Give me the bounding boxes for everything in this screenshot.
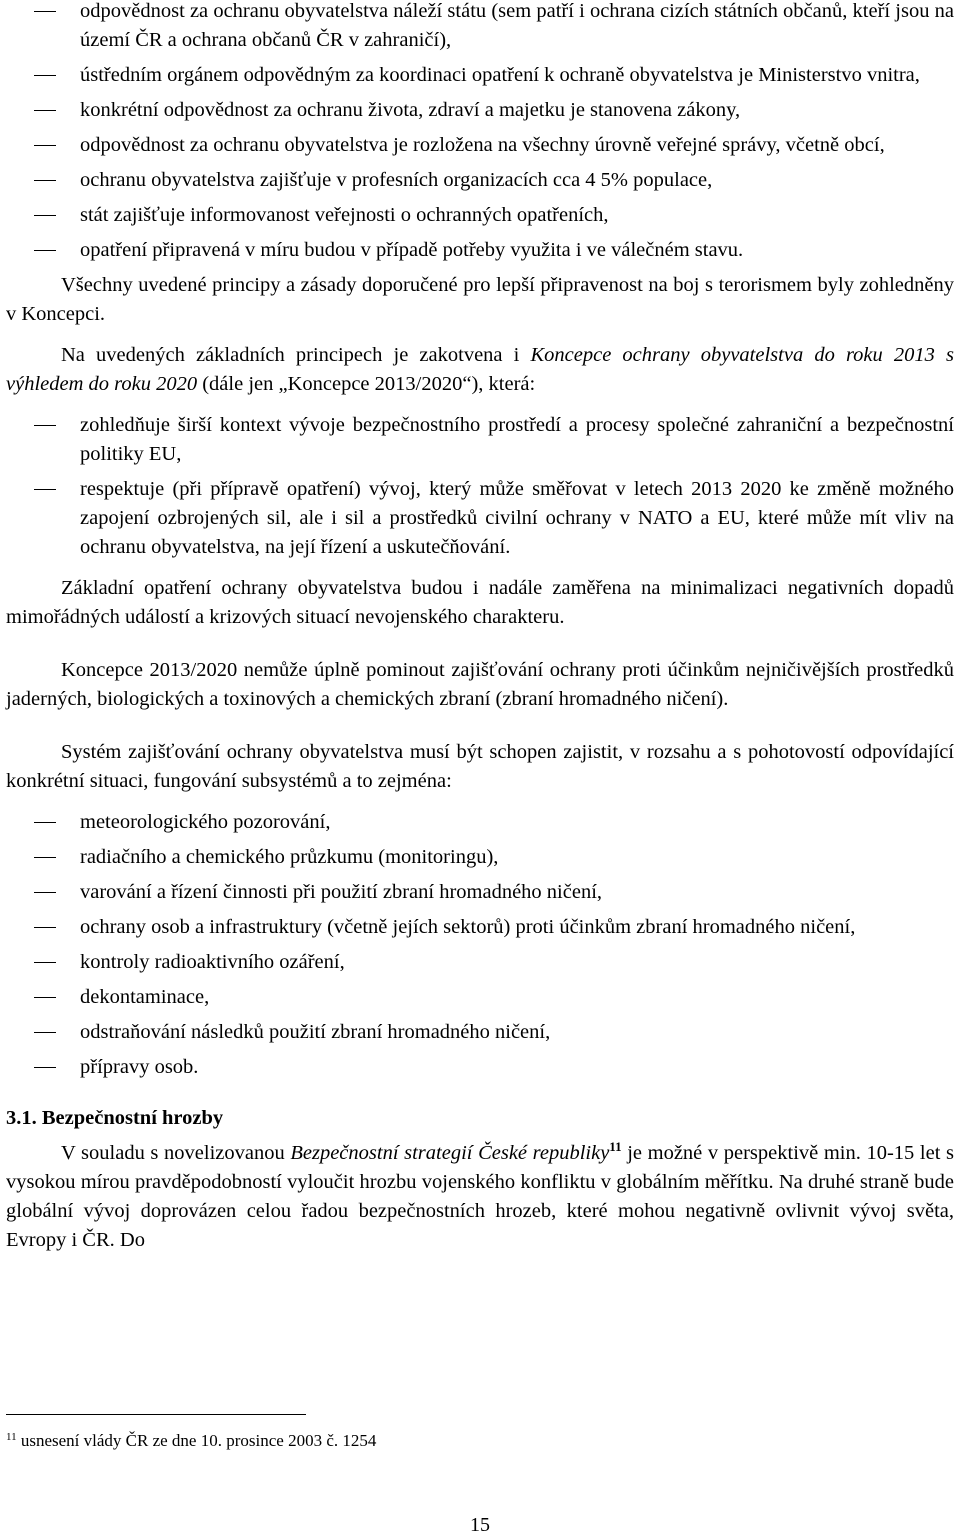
dash-bullet [34,425,56,426]
footnote-reference[interactable]: 11 [609,1139,622,1155]
list-item: konkrétní odpovědnost za ochranu života, zdraví a majetku je stanovena zákony, [6,96,954,125]
dash-bullet [34,892,56,893]
footnote [6,1430,376,1452]
list-item: kontroly radioaktivního ozáření, [6,948,954,977]
dash-bullet [34,11,56,12]
section-heading: 3.1. Bezpečnostní hrozby [6,1107,224,1129]
list-item: odstraňování následků použití zbraní hromadného ničení, [6,1018,954,1047]
dash-bullet [34,180,56,181]
list-item: přípravy osob. [6,1053,954,1082]
paragraph-system: Systém zajišťování ochrany obyvatelstva musí být schopen zajistit, v rozsahu a s pohotovostí odpovídající konkrétní situaci, fungování subsystémů a to zejména: [6,741,954,792]
dash-bullet [34,110,56,111]
list-item: respektuje (při přípravě opatření) vývoj, který může směřovat v letech 2013 2020 ke změně možného zapojení ozbrojených sil, ale i sil a prostředků civilní ochrany v NATO a EU, které může mít vliv na ochranu obyvatelstva, na její řízení a uskutečňování. [6,475,954,562]
principles-list [6,0,954,265]
subsystems-list [6,808,954,1082]
document-page [6,0,954,1255]
list-item: radiačního a chemického průzkumu (monitoringu), [6,843,954,872]
paragraph-security-strategy: V souladu s novelizovanou Bezpečnostní strategií České republiky$^{11}$ je možné v perspektivě min. 10-15 let s vysokou mírou pravděpodobností vyloučit hrozbu vojenského konfliktu v globálním měřítku. Na druhé straně bude globální vývoj doprovázen celou řadou bezpečnostních hrozeb, které mohou negativně ovlivnit vývoj světa, Evropy i ČR. Do [6,1139,955,1251]
list-item: odpovědnost za ochranu obyvatelstva je rozložena na všechny úrovně veřejné správy, včetně obcí, [6,131,954,160]
dash-bullet [34,857,56,858]
list-item: varování a řízení činnosti při použití zbraní hromadného ničení, [6,878,954,907]
page-number: 15 [470,1514,490,1536]
list-item: dekontaminace, [6,983,954,1012]
dash-bullet [34,962,56,963]
footnote-text: usnesení vlády ČR ze dne 10. prosince 2003 č. 1254 [20,1431,377,1450]
list-item: ochrany osob a infrastruktury (včetně jejích sektorů) proti účinkům zbraní hromadného ničení, [6,913,954,942]
dash-bullet [34,927,56,928]
paragraph-koncepce-intro: Na uvedených základních principech je zakotvena i Koncepce ochrany obyvatelstva do roku 2013 s výhledem do roku 2020 (dále jen „Koncepce 2013/2020“), která: [6,344,954,395]
list-item: opatření připravená v míru budou v případě potřeby využita i ve válečném stavu. [6,236,954,265]
list-item: odpovědnost za ochranu obyvatelstva náleží státu (sem patří i ochrana cizích státních občanů, kteří jsou na území ČR a ochrana občanů ČR v zahraničí), [6,0,954,55]
dash-bullet [34,215,56,216]
dash-bullet [34,1032,56,1033]
dash-bullet [34,489,56,490]
dash-bullet [34,1067,56,1068]
paragraph-basic-measures: Základní opatření ochrany obyvatelstva budou i nadále zaměřena na minimalizaci negativních dopadů mimořádných událostí a krizových situací nevojenského charakteru. [6,577,954,628]
koncepce-title: Koncepce ochrany obyvatelstva do roku 2013 s výhledem do roku 2020 [6,344,954,395]
koncepce-list [6,411,954,562]
footnote-number: 11 [6,1431,17,1443]
list-item: ochranu obyvatelstva zajišťuje v profesních organizacích cca 4 5% populace, [6,166,954,195]
dash-bullet [34,75,56,76]
paragraph-wmd: Koncepce 2013/2020 nemůže úplně pominout zajišťování ochrany proti účinkům nejničivějších prostředků jaderných, biologických a toxinových a chemických zbraní (zbraní hromadného ničení). [6,659,954,710]
dash-bullet [34,822,56,823]
list-item: zohledňuje širší kontext vývoje bezpečnostního prostředí a procesy společné zahraniční a bezpečnostní politiky EU, [6,411,954,469]
dash-bullet [34,997,56,998]
list-item: stát zajišťuje informovanost veřejnosti o ochranných opatřeních, [6,201,954,230]
dash-bullet [34,145,56,146]
paragraph-principles-terrorism: Všechny uvedené principy a zásady doporučené pro lepší připravenost na boj s terorismem byly zohledněny v Koncepci. [6,274,954,325]
list-item: meteorologického pozorování, [6,808,954,837]
list-item: ústředním orgánem odpovědným za koordinaci opatření k ochraně obyvatelstva je Ministerstvo vnitra, [6,61,954,90]
strategy-title: Bezpečnostní strategií České republiky [290,1142,610,1164]
dash-bullet [34,250,56,251]
footnote-separator [6,1414,306,1415]
